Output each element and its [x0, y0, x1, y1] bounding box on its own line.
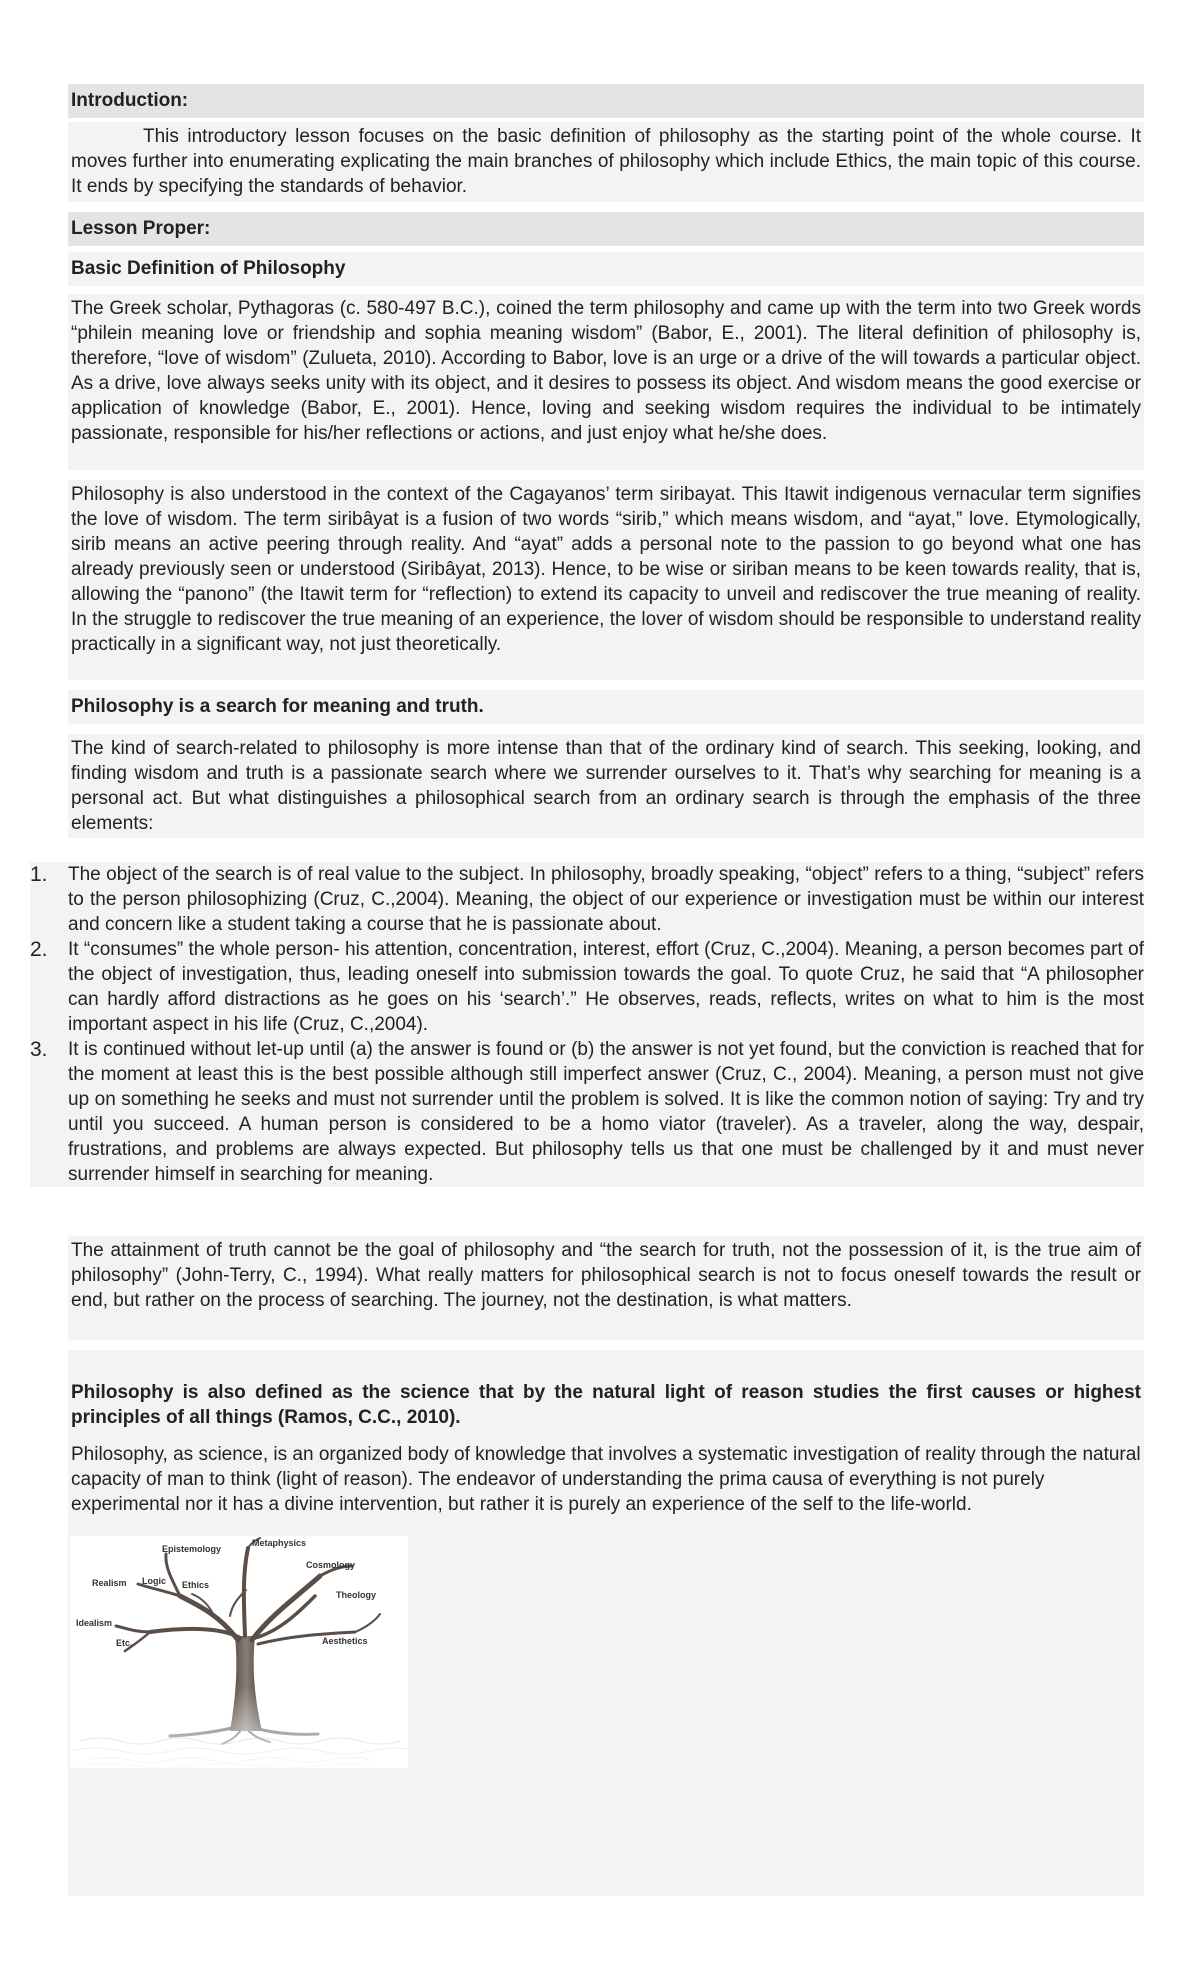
label-metaphysics: Metaphysics: [252, 1538, 307, 1548]
label-theology: Theology: [336, 1590, 376, 1600]
truth-paragraph-section: [68, 1236, 1144, 1340]
list-item-text: The object of the search is of real value to the subject. In philosophy, broadly speaking, “object” refers to a thing, “subject” refers to the person philosophizing (Cruz, C.,2004). Meaning, the object of our experience or investigation must be within our interest and concern like a student taking a course that he is passionate about.: [68, 864, 1144, 935]
label-epistemology: Epistemology: [162, 1544, 222, 1554]
search-heading-text: Philosophy is a search for meaning and truth.: [71, 696, 484, 717]
list-item: [30, 1037, 1144, 1187]
siribayat-paragraph: Philosophy is also understood in the context of the Cagayanos’ term siribayat. This Itawit indigenous vernacular term signifies the love of wisdom. The term siribâyat is a fusion of two words “sirib,” which means wisdom, and “ayat,” love. Etymologically, sirib means an active peering through reality. And “ayat” adds a personal note to the passion to go beyond what one has already previously seen or understood (Siribâyat, 2013). Hence, to be wise or siriban means to be keen towards reality, that is, allowing the “panono” (the Itawit term for “reflection) to extend its capacity to unveil and rediscover the true meaning of reality. In the struggle to rediscover the true meaning of an experience, the lover of wisdom should be responsible to understand reality practically in a significant way, not just theoretically.: [71, 484, 1141, 655]
label-etc: Etc.: [116, 1638, 133, 1648]
siribayat-paragraph-section: [68, 480, 1144, 680]
lesson-proper-heading: [68, 212, 1144, 246]
list-item-text: It “consumes” the whole person- his attention, concentration, interest, effort (Cruz, C.,2004). Meaning, a person becomes part of the object of investigation, thus, leading oneself into submission towards the goal. To quote Cruz, he said that “A philosopher can hardly afford distractions as he goes on his ‘search’.” He observes, reads, reflects, writes on what to him is the most important aspect in his life (Cruz, C.,2004).: [68, 939, 1144, 1035]
science-heading: Philosophy is also defined as the science that by the natural light of reason studies the first causes or highest principles of all things (Ramos, C.C., 2010).: [71, 1382, 1141, 1428]
label-cosmology: Cosmology: [306, 1560, 356, 1570]
search-heading: [68, 690, 1144, 724]
introduction-heading: [68, 84, 1144, 118]
philosophy-tree-diagram: [70, 1536, 408, 1768]
pythagoras-paragraph-section: [68, 294, 1144, 470]
pythagoras-paragraph: The Greek scholar, Pythagoras (c. 580-497 B.C.), coined the term philosophy and came up with the term into two Greek words “philein meaning love or friendship and sophia meaning wisdom” (Babor, E., 2001). The literal definition of philosophy is, therefore, “love of wisdom” (Zulueta, 2010). According to Babor, love is an urge or a drive of the will towards a particular object. As a drive, love always seeks unity with its object, and it desires to possess its object. And wisdom means the good exercise or application of knowledge (Babor, E., 2001). Hence, loving and seeking wisdom requires the individual to be intimately passionate, responsible for his/her reflections or actions, and just enjoy what he/she does.: [71, 298, 1141, 444]
search-paragraph-section: [68, 734, 1144, 838]
list-item: [30, 862, 1144, 937]
list-item: [30, 937, 1144, 1037]
lesson-proper-heading-text: Lesson Proper:: [71, 218, 211, 239]
label-logic: Logic: [142, 1576, 166, 1586]
introduction-text: This introductory lesson focuses on the basic definition of philosophy as the starting point of the whole course. It moves further into enumerating explicating the main branches of philosophy which include Ethics, the main topic of this course. It ends by specifying the standards of behavior.: [71, 126, 1141, 197]
introduction-heading-text: Introduction:: [71, 90, 189, 111]
list-item-number: 3.: [30, 1038, 48, 1061]
truth-paragraph: The attainment of truth cannot be the goal of philosophy and “the search for truth, not the possession of it, is the true aim of philosophy” (John-Terry, C., 1994). What really matters for philosophical search is not to focus oneself towards the result or end, but rather on the process of searching. The journey, not the destination, is what matters.: [71, 1240, 1141, 1311]
label-realism: Realism: [92, 1578, 127, 1588]
label-idealism: Idealism: [76, 1618, 113, 1628]
basic-definition-heading-text: Basic Definition of Philosophy: [71, 258, 346, 279]
basic-definition-heading: [68, 252, 1144, 286]
list-item-number: 2.: [30, 938, 48, 961]
tree-fade-overlay: [70, 1686, 408, 1768]
list-item-text: It is continued without let-up until (a) the answer is found or (b) the answer is not yet found, but the conviction is reached that for the moment at least this is the best possible although still imperfect answer (Cruz, C., 2004). Meaning, a person must not give up on something he seeks and must not surrender until the problem is solved. It is like the common notion of saying: Try and try until you succeed. A human person is considered to be a homo viator (traveler). As a traveler, along the way, despair, frustrations, and problems are always expected. But philosophy tells us that one must be challenged by it and must never surrender himself in searching for meaning.: [68, 1039, 1144, 1185]
search-paragraph: The kind of search-related to philosophy is more intense than that of the ordinary kind of search. This seeking, looking, and finding wisdom and truth is a passionate search where we surrender ourselves to it. That’s why searching for meaning is a personal act. But what distinguishes a philosophical search from an ordinary search is through the emphasis of the three elements:: [71, 738, 1141, 834]
introduction-section: [68, 122, 1144, 202]
tree-illustration: [70, 1536, 408, 1768]
elements-list: [30, 862, 1144, 1187]
label-ethics: Ethics: [182, 1580, 210, 1590]
list-item-number: 1.: [30, 863, 48, 886]
label-aesthetics: Aesthetics: [322, 1636, 368, 1646]
science-paragraph: Philosophy, as science, is an organized body of knowledge that involves a systematic investigation of reality through the natural capacity of man to think (light of reason). The endeavor of understanding the prima causa of everything is not purely experimental nor it has a divine intervention, but rather it is purely an experience of the self to the life-world.: [71, 1444, 1141, 1515]
